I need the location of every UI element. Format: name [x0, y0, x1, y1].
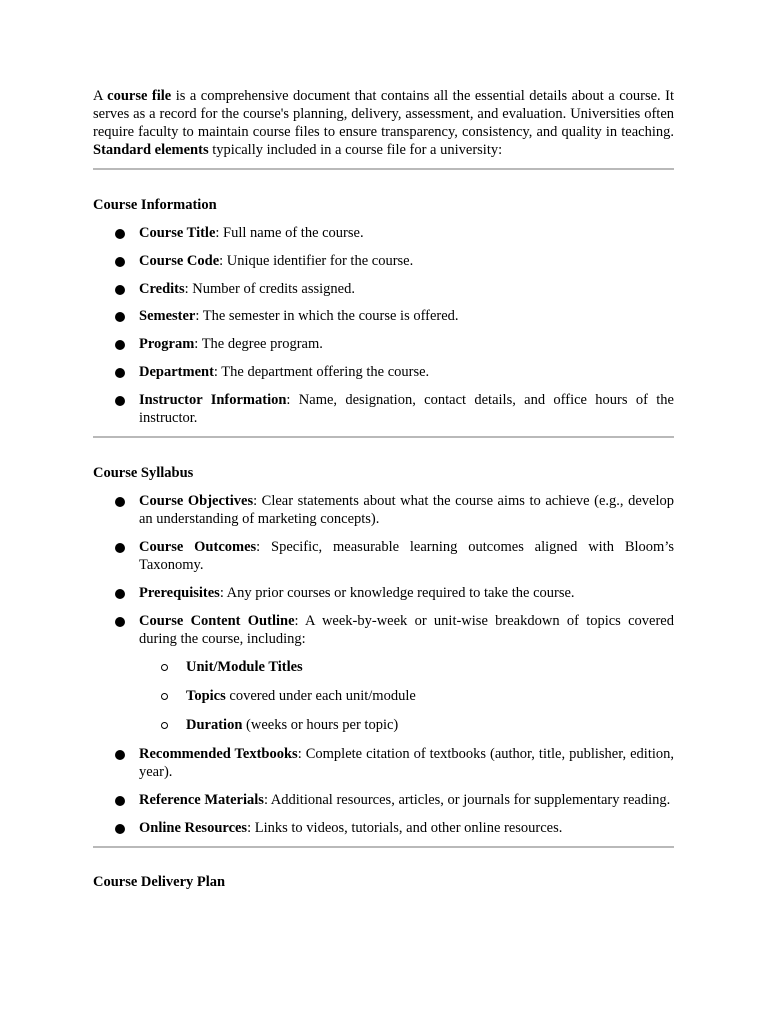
item-term: Course Objectives [139, 493, 254, 509]
intro-text-2: is a comprehensive document that contains all the essential details about a course. It serves as a record for the course's planning, delivery, assessment, and evaluation. Universities often require faculty to maintain course files to ensure transparency, consistency, and quality in teaching. [93, 88, 675, 140]
item-term: Recommended Textbooks [139, 746, 298, 762]
bullet-icon [115, 340, 125, 350]
item-term: Course Content Outline [139, 613, 295, 629]
item-desc: : A week-by-week or unit-wise breakdown of topics covered during the course, including: [139, 613, 674, 647]
list-item [93, 612, 674, 648]
divider-1 [93, 168, 674, 170]
divider-2 [93, 436, 674, 438]
bullet-icon [115, 368, 125, 378]
bullet-icon [115, 229, 125, 239]
item-term: Reference Materials [139, 792, 264, 808]
section-heading-course-delivery-plan: Course Delivery Plan [93, 874, 226, 890]
list-item [93, 584, 674, 602]
item-term: Credits [139, 281, 185, 297]
item-desc: : Links to videos, tutorials, and other online resources. [247, 820, 563, 836]
item-term: Course Title [139, 225, 216, 241]
course-syllabus-list [93, 492, 674, 648]
item-desc: : The degree program. [194, 336, 323, 352]
item-desc: : Complete citation of textbooks (author, title, publisher, edition, year). [139, 746, 674, 780]
bullet-icon [115, 396, 125, 406]
section-heading-course-information: Course Information [93, 197, 217, 213]
section-heading-course-syllabus: Course Syllabus [93, 465, 194, 481]
list-item [93, 819, 674, 837]
sub-item-desc: covered under each unit/module [225, 688, 416, 704]
sub-list-item [93, 658, 674, 676]
item-desc: : Full name of the course. [215, 225, 364, 241]
hollow-circle-icon [161, 722, 168, 729]
item-desc: : Number of credits assigned. [184, 281, 355, 297]
hollow-circle-icon [161, 693, 168, 700]
item-desc: : Additional resources, articles, or journals for supplementary reading. [263, 792, 671, 808]
course-information-list [93, 224, 674, 427]
intro-text-3: typically included in a course file for a university: [208, 142, 503, 158]
list-item [93, 335, 674, 353]
list-item [93, 391, 674, 427]
item-desc: : The semester in which the course is offered. [195, 308, 459, 324]
list-item [93, 492, 674, 528]
hollow-circle-icon [161, 664, 168, 671]
list-item [93, 538, 674, 574]
course-content-sublist [93, 658, 674, 734]
sub-item-term: Topics [186, 688, 226, 704]
document-page [93, 87, 674, 891]
item-desc: : Name, designation, contact details, and office hours of the instructor. [139, 392, 674, 426]
list-item [93, 745, 674, 781]
item-term: Prerequisites [139, 585, 220, 601]
item-desc: : Unique identifier for the course. [219, 253, 414, 269]
sub-item-term: Unit/Module Titles [186, 659, 303, 675]
item-desc: : Any prior courses or knowledge required to take the course. [219, 585, 575, 601]
intro-bold-course-file: course file [107, 88, 172, 104]
bullet-icon [115, 312, 125, 322]
list-item [93, 307, 674, 325]
item-term: Course Code [139, 253, 220, 269]
bullet-icon [115, 617, 125, 627]
bullet-icon [115, 543, 125, 553]
item-term: Instructor Information [139, 392, 287, 408]
list-item [93, 791, 674, 809]
intro-paragraph [93, 87, 674, 159]
divider-3 [93, 846, 674, 848]
bullet-icon [115, 497, 125, 507]
bullet-icon [115, 257, 125, 267]
item-term: Online Resources [139, 820, 248, 836]
bullet-icon [115, 796, 125, 806]
intro-bold-standard-elements: Standard elements [93, 142, 209, 158]
sub-item-term: Duration [186, 717, 243, 733]
sub-list-item [93, 687, 674, 705]
item-desc: : Specific, measurable learning outcomes aligned with Bloom’s Taxonomy. [139, 539, 674, 573]
item-desc: : The department offering the course. [213, 364, 430, 380]
sub-item-desc: (weeks or hours per topic) [242, 717, 399, 733]
list-item [93, 252, 674, 270]
list-item [93, 224, 674, 242]
sub-list-item [93, 716, 674, 734]
bullet-icon [115, 285, 125, 295]
item-desc: : Clear statements about what the course aims to achieve (e.g., develop an understanding of marketing concepts). [139, 493, 675, 527]
item-term: Department [139, 364, 214, 380]
bullet-icon [115, 750, 125, 760]
list-item [93, 280, 674, 298]
list-item [93, 363, 674, 381]
item-term: Course Outcomes [139, 539, 257, 555]
item-term: Semester [139, 308, 196, 324]
item-term: Program [139, 336, 195, 352]
intro-text-1: A [93, 88, 108, 104]
course-syllabus-list-continued [93, 745, 674, 837]
bullet-icon [115, 589, 125, 599]
bullet-icon [115, 824, 125, 834]
